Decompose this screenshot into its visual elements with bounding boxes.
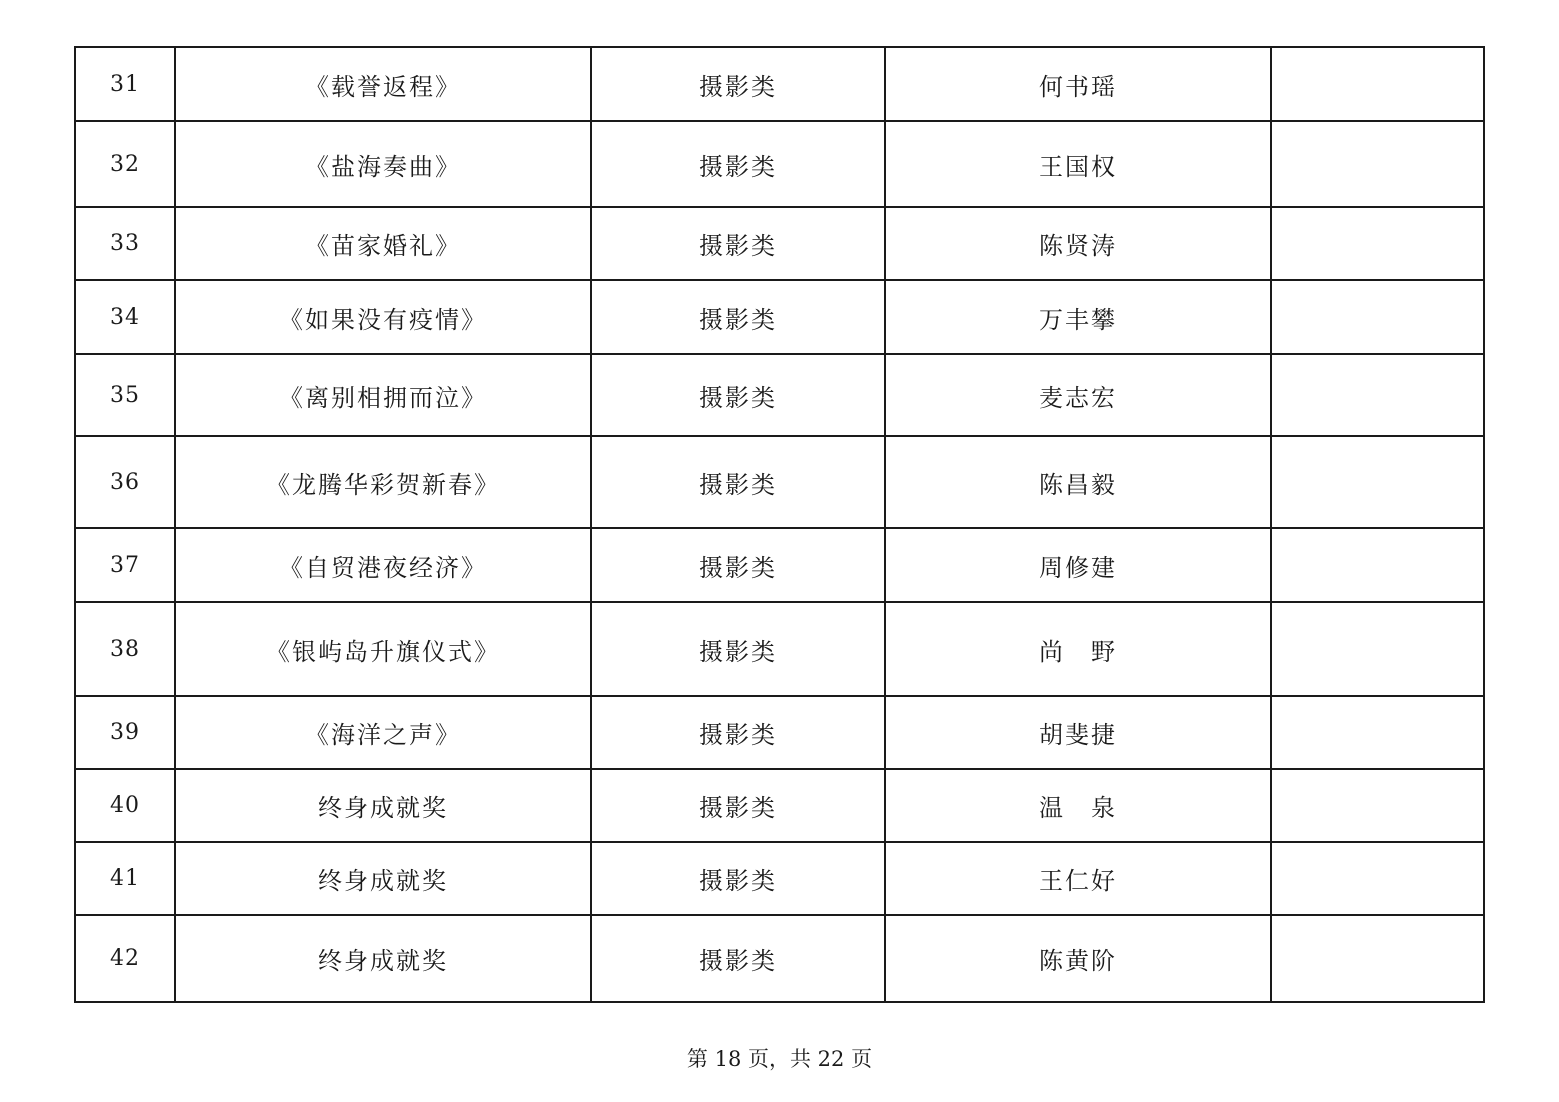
work-category: 摄影类: [591, 121, 885, 207]
note-cell: [1271, 207, 1484, 280]
row-number: 42: [75, 915, 175, 1002]
table-row: [75, 354, 1484, 436]
work-category: 摄影类: [591, 207, 885, 280]
work-category: 摄影类: [591, 47, 885, 121]
table-row: [75, 696, 1484, 769]
work-category: 摄影类: [591, 696, 885, 769]
table-row: [75, 47, 1484, 121]
row-number: 32: [75, 121, 175, 207]
author-name: 王仁好: [885, 842, 1271, 915]
row-number: 31: [75, 47, 175, 121]
note-cell: [1271, 842, 1484, 915]
table-row: [75, 602, 1484, 696]
row-number: 34: [75, 280, 175, 354]
note-cell: [1271, 769, 1484, 842]
table-row: [75, 915, 1484, 1002]
row-number: 33: [75, 207, 175, 280]
work-category: 摄影类: [591, 769, 885, 842]
work-title: 《盐海奏曲》: [175, 121, 591, 207]
work-category: 摄影类: [591, 436, 885, 528]
row-number: 38: [75, 602, 175, 696]
work-title: 《自贸港夜经济》: [175, 528, 591, 602]
work-title: 《龙腾华彩贺新春》: [175, 436, 591, 528]
author-name: 尚 野: [885, 602, 1271, 696]
note-cell: [1271, 602, 1484, 696]
note-cell: [1271, 280, 1484, 354]
work-title: 《载誉返程》: [175, 47, 591, 121]
row-number: 40: [75, 769, 175, 842]
note-cell: [1271, 528, 1484, 602]
work-category: 摄影类: [591, 528, 885, 602]
table-row: [75, 436, 1484, 528]
note-cell: [1271, 915, 1484, 1002]
work-category: 摄影类: [591, 915, 885, 1002]
work-title: 终身成就奖: [175, 915, 591, 1002]
page-number-footer: 第 18 页，共 22 页: [686, 1047, 873, 1071]
row-number: 36: [75, 436, 175, 528]
author-name: 陈昌毅: [885, 436, 1271, 528]
row-number: 39: [75, 696, 175, 769]
author-name: 王国权: [885, 121, 1271, 207]
author-name: 温 泉: [885, 769, 1271, 842]
author-name: 周修建: [885, 528, 1271, 602]
work-category: 摄影类: [591, 842, 885, 915]
note-cell: [1271, 121, 1484, 207]
author-name: 何书瑶: [885, 47, 1271, 121]
row-number: 37: [75, 528, 175, 602]
table-row: [75, 769, 1484, 842]
row-number: 41: [75, 842, 175, 915]
work-title: 《如果没有疫情》: [175, 280, 591, 354]
author-name: 陈贤涛: [885, 207, 1271, 280]
work-category: 摄影类: [591, 354, 885, 436]
note-cell: [1271, 436, 1484, 528]
author-name: 胡斐捷: [885, 696, 1271, 769]
author-name: 万丰攀: [885, 280, 1271, 354]
work-title: 《银屿岛升旗仪式》: [175, 602, 591, 696]
author-name: 麦志宏: [885, 354, 1271, 436]
author-name: 陈黄阶: [885, 915, 1271, 1002]
table-row: [75, 528, 1484, 602]
note-cell: [1271, 47, 1484, 121]
table-row: [75, 207, 1484, 280]
table-row: [75, 280, 1484, 354]
table-row: [75, 121, 1484, 207]
work-category: 摄影类: [591, 602, 885, 696]
work-title: 终身成就奖: [175, 769, 591, 842]
work-title: 《海洋之声》: [175, 696, 591, 769]
work-title: 《苗家婚礼》: [175, 207, 591, 280]
work-category: 摄影类: [591, 280, 885, 354]
note-cell: [1271, 696, 1484, 769]
row-number: 35: [75, 354, 175, 436]
work-title: 终身成就奖: [175, 842, 591, 915]
work-title: 《离别相拥而泣》: [175, 354, 591, 436]
table-row: [75, 842, 1484, 915]
awards-table: [74, 46, 1485, 1003]
note-cell: [1271, 354, 1484, 436]
